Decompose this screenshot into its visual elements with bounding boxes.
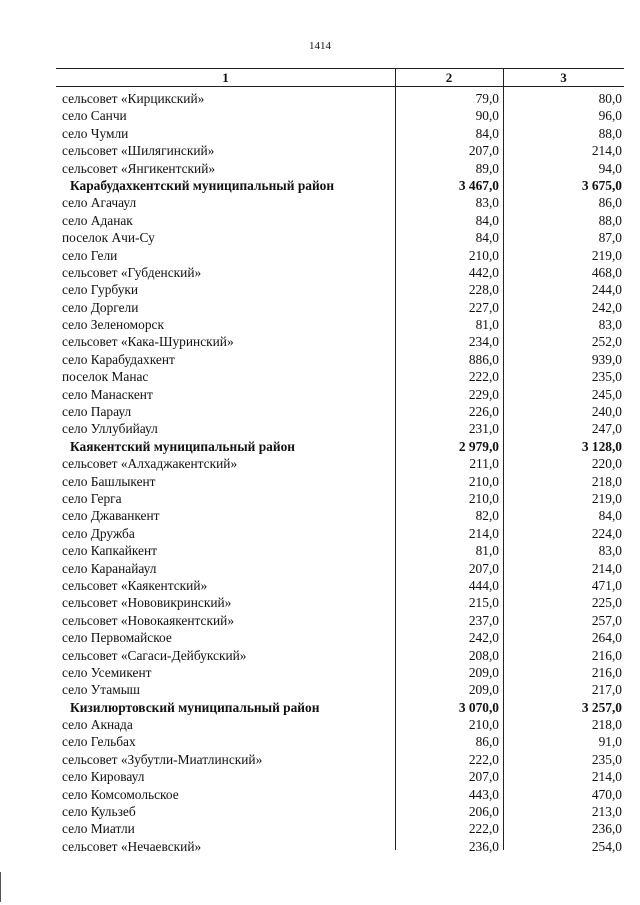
row-value-col2: 229,0 [468, 386, 499, 402]
column-header-3: 3 [560, 70, 567, 85]
table-row [0, 786, 640, 803]
row-value-col3: 88,0 [598, 125, 622, 141]
row-value-col3: 235,0 [591, 369, 622, 385]
table-row [0, 420, 640, 437]
row-value-col2: 86,0 [475, 734, 499, 750]
table-row [0, 299, 640, 316]
row-value-col2: 81,0 [475, 317, 499, 333]
table-row [0, 125, 640, 142]
table-row [0, 525, 640, 542]
row-value-col2: 208,0 [468, 647, 499, 663]
row-name: сельсовет «Нечаевский» [62, 838, 202, 854]
row-value-col2: 84,0 [475, 212, 499, 228]
row-value-col2: 210,0 [468, 717, 499, 733]
table-row [0, 803, 640, 820]
table-row [0, 577, 640, 594]
row-value-col2: 444,0 [468, 577, 499, 593]
table-row [0, 107, 640, 124]
row-value-col2: 222,0 [468, 369, 499, 385]
row-name: сельсовет «Каякентский» [62, 577, 208, 593]
table-row [0, 612, 640, 629]
table-row [0, 629, 640, 646]
table-top-rule [56, 68, 624, 69]
row-name: село Акнада [62, 717, 133, 733]
row-name: сельсовет «Шилягинский» [62, 143, 215, 159]
row-value-col3: 3 675,0 [581, 177, 622, 193]
table-row [0, 229, 640, 246]
row-value-col3: 247,0 [591, 421, 622, 437]
table-row [0, 647, 640, 664]
row-value-col2: 210,0 [468, 490, 499, 506]
row-value-col2: 207,0 [468, 143, 499, 159]
row-value-col3: 88,0 [598, 212, 622, 228]
row-name: сельсовет «Губденский» [62, 264, 202, 280]
row-name: Кизилюртовский муниципальный район [70, 699, 320, 715]
row-value-col2: 206,0 [468, 804, 499, 820]
row-value-col3: 214,0 [591, 560, 622, 576]
row-name: село Капкайкент [62, 543, 158, 559]
district-row [0, 438, 640, 455]
row-value-col3: 470,0 [591, 786, 622, 802]
row-name: сельсовет «Кака-Шуринский» [62, 334, 234, 350]
row-value-col2: 209,0 [468, 664, 499, 680]
row-name: село Манаскент [62, 386, 153, 402]
row-name: село Уллубийаул [62, 421, 158, 437]
row-value-col3: 219,0 [591, 247, 622, 263]
row-value-col2: 83,0 [475, 195, 499, 211]
row-value-col3: 87,0 [598, 230, 622, 246]
row-value-col2: 207,0 [468, 769, 499, 785]
row-value-col3: 214,0 [591, 143, 622, 159]
row-name: сельсовет «Зубутли-Миатлинский» [62, 751, 263, 767]
row-value-col3: 240,0 [591, 404, 622, 420]
row-value-col2: 231,0 [468, 421, 499, 437]
row-value-col3: 3 257,0 [581, 699, 622, 715]
row-name: сельсовет «Нововикринский» [62, 595, 232, 611]
row-value-col2: 237,0 [468, 612, 499, 628]
row-name: село Аданак [62, 212, 133, 228]
row-value-col2: 210,0 [468, 247, 499, 263]
table-row [0, 664, 640, 681]
margin-mark [0, 872, 9, 902]
row-value-col3: 214,0 [591, 769, 622, 785]
row-name: село Гели [62, 247, 118, 263]
row-value-col3: 216,0 [591, 647, 622, 663]
row-name: село Гурбуки [62, 282, 139, 298]
table-row [0, 386, 640, 403]
row-name: село Кироваул [62, 769, 145, 785]
row-value-col2: 226,0 [468, 404, 499, 420]
table-row [0, 212, 640, 229]
row-value-col3: 83,0 [598, 543, 622, 559]
row-name: село Агачаул [62, 195, 137, 211]
row-value-col3: 218,0 [591, 473, 622, 489]
row-name: село Башлыкент [62, 473, 156, 489]
row-value-col2: 222,0 [468, 751, 499, 767]
table-row [0, 507, 640, 524]
row-value-col3: 939,0 [591, 351, 622, 367]
row-name: село Зеленоморск [62, 317, 164, 333]
row-name: село Санчи [62, 108, 127, 124]
row-value-col3: 219,0 [591, 490, 622, 506]
row-value-col2: 215,0 [468, 595, 499, 611]
row-value-col3: 83,0 [598, 317, 622, 333]
row-name: село Доргели [62, 299, 139, 315]
row-value-col2: 442,0 [468, 264, 499, 280]
row-name: село Гельбах [62, 734, 136, 750]
column-header-2: 2 [445, 70, 453, 85]
row-name: сельсовет «Сагаси-Дейбукский» [62, 647, 247, 663]
row-value-col2: 84,0 [475, 230, 499, 246]
row-value-col3: 257,0 [591, 612, 622, 628]
row-name: сельсовет «Кирцикский» [62, 91, 205, 106]
table-row [0, 333, 640, 350]
row-name: село Кульзеб [62, 804, 136, 820]
row-value-col2: 209,0 [468, 682, 499, 698]
row-name: Карабудахкентский муниципальный район [70, 177, 335, 193]
row-value-col3: 84,0 [598, 508, 622, 524]
district-row [0, 177, 640, 194]
row-name: сельсовет «Алхаджакентский» [62, 456, 238, 472]
row-value-col2: 2 979,0 [458, 438, 499, 454]
table-row [0, 264, 640, 281]
row-value-col3: 224,0 [591, 525, 622, 541]
table-row [0, 473, 640, 490]
row-value-col2: 222,0 [468, 821, 499, 837]
table-row [0, 490, 640, 507]
row-value-col2: 84,0 [475, 125, 499, 141]
table-row [0, 142, 640, 159]
table-row [0, 594, 640, 611]
row-value-col3: 3 128,0 [581, 438, 622, 454]
row-name: село Дружба [62, 525, 135, 541]
row-value-col3: 235,0 [591, 751, 622, 767]
table-body [0, 90, 640, 855]
row-value-col3: 225,0 [591, 595, 622, 611]
table-row [0, 368, 640, 385]
row-name: село Первомайское [62, 630, 172, 646]
row-value-col3: 252,0 [591, 334, 622, 350]
row-value-col3: 220,0 [591, 456, 622, 472]
row-name: сельсовет «Янгикентский» [62, 160, 216, 176]
row-value-col2: 236,0 [468, 838, 499, 854]
table-row [0, 281, 640, 298]
row-value-col2: 228,0 [468, 282, 499, 298]
row-name: село Чумли [62, 125, 129, 141]
row-value-col2: 89,0 [475, 160, 499, 176]
row-name: поселок Манас [62, 369, 149, 385]
row-value-col2: 207,0 [468, 560, 499, 576]
row-value-col3: 254,0 [591, 838, 622, 854]
row-value-col3: 471,0 [591, 577, 622, 593]
row-value-col3: 216,0 [591, 664, 622, 680]
row-value-col3: 242,0 [591, 299, 622, 315]
row-value-col2: 234,0 [468, 334, 499, 350]
row-value-col3: 264,0 [591, 630, 622, 646]
row-value-col2: 3 467,0 [458, 177, 499, 193]
row-name: село Герга [62, 490, 122, 506]
row-value-col3: 96,0 [598, 108, 622, 124]
district-row [0, 699, 640, 716]
row-value-col3: 244,0 [591, 282, 622, 298]
row-value-col2: 886,0 [468, 351, 499, 367]
row-name: село Миатли [62, 821, 135, 837]
table-row [0, 455, 640, 472]
table-header-rule [56, 86, 624, 87]
row-value-col2: 90,0 [475, 108, 499, 124]
row-name: Каякентский муниципальный район [70, 438, 295, 454]
row-name: село Джаванкент [62, 508, 160, 524]
row-value-col3: 213,0 [591, 804, 622, 820]
row-value-col3: 245,0 [591, 386, 622, 402]
row-value-col2: 210,0 [468, 473, 499, 489]
table-row [0, 560, 640, 577]
row-value-col2: 211,0 [469, 456, 499, 472]
row-value-col2: 82,0 [475, 508, 499, 524]
row-value-col3: 218,0 [591, 717, 622, 733]
table-row [0, 751, 640, 768]
table-row [0, 90, 640, 107]
table-row [0, 247, 640, 264]
table-row [0, 316, 640, 333]
table-row [0, 820, 640, 837]
table-row [0, 194, 640, 211]
row-value-col2: 81,0 [475, 543, 499, 559]
row-name: село Усемикент [62, 664, 152, 680]
row-name: поселок Ачи-Су [62, 230, 155, 246]
row-name: село Карабудахкент [62, 351, 175, 367]
table-row [0, 542, 640, 559]
row-value-col3: 236,0 [591, 821, 622, 837]
row-value-col3: 468,0 [591, 264, 622, 280]
table-row [0, 838, 640, 855]
row-value-col2: 242,0 [468, 630, 499, 646]
table-row [0, 351, 640, 368]
row-name: село Утамыш [62, 682, 140, 698]
table-row [0, 160, 640, 177]
row-name: сельсовет «Новокаякентский» [62, 612, 235, 628]
table-row [0, 403, 640, 420]
column-header-1: 1 [222, 70, 229, 85]
row-value-col3: 217,0 [591, 682, 622, 698]
row-value-col2: 3 070,0 [458, 699, 499, 715]
row-value-col3: 91,0 [598, 734, 622, 750]
table-row [0, 768, 640, 785]
row-value-col2: 443,0 [468, 786, 499, 802]
row-name: село Каранайаул [62, 560, 157, 576]
row-value-col2: 227,0 [468, 299, 499, 315]
table-row [0, 716, 640, 733]
row-value-col3: 86,0 [598, 195, 622, 211]
row-name: село Комсомольское [62, 786, 179, 802]
row-value-col3: 80,0 [598, 91, 622, 106]
row-name: село Параул [62, 404, 132, 420]
row-value-col2: 214,0 [468, 525, 499, 541]
page-number: 1414 [309, 40, 331, 52]
table-row [0, 733, 640, 750]
row-value-col2: 79,0 [475, 91, 499, 106]
table-row [0, 681, 640, 698]
row-value-col3: 94,0 [598, 160, 622, 176]
